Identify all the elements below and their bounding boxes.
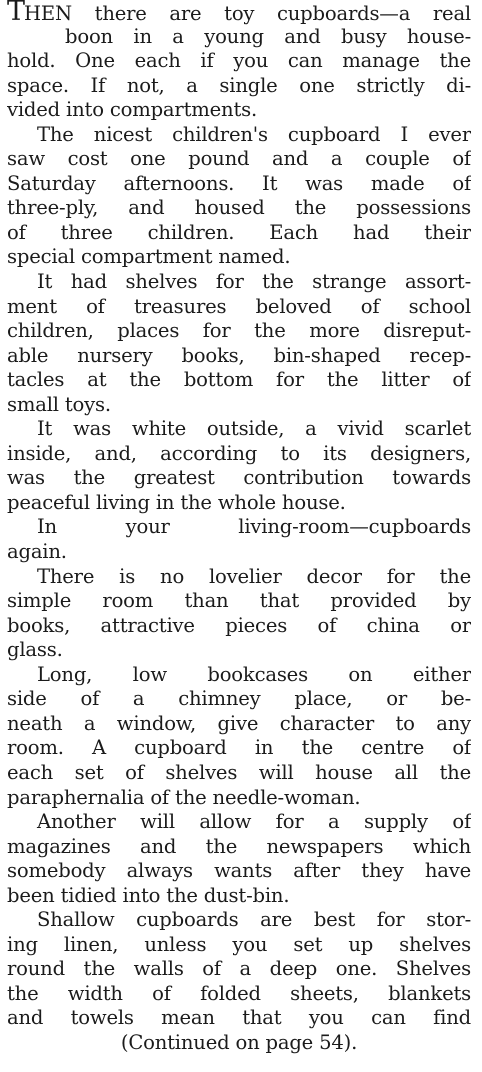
text-line: neath a window, give character to any: [7, 711, 471, 735]
text-line: somebody always wants after they have: [7, 859, 471, 883]
line-text: HEN there are toy cupboards—a real: [24, 2, 471, 25]
text-line: peaceful living in the whole house.: [7, 490, 346, 514]
text-line: Long, low bookcases on either: [37, 662, 471, 686]
text-line: glass.: [7, 638, 63, 662]
article-paragraph: [7, 565, 471, 663]
text-line: boon in a young and busy house-: [65, 24, 471, 48]
article-paragraph: [7, 515, 471, 564]
article-paragraph: [7, 123, 471, 270]
text-line: side of a chimney place, or be-: [7, 687, 471, 711]
text-line: was the greatest contribution towards: [7, 466, 471, 490]
text-line: tacles at the bottom for the litter of: [7, 368, 471, 392]
text-line: Another will allow for a supply of: [37, 810, 471, 834]
text-line: again.: [7, 540, 67, 564]
text-line: ing linen, unless you set up shelves: [7, 932, 471, 956]
text-line: [7, 0, 471, 25]
text-line: and towels mean that you can find: [7, 1006, 471, 1030]
text-line: It was white outside, a vivid scarlet: [37, 417, 471, 441]
article-column: [7, 0, 471, 1056]
text-line: magazines and the newspapers which: [7, 834, 471, 858]
text-line: children, places for the more disreput-: [7, 319, 471, 343]
text-line: books, attractive pieces of china or: [7, 613, 471, 637]
text-line: ment of treasures beloved of school: [7, 294, 471, 318]
text-line: been tidied into the dust-bin.: [7, 883, 290, 907]
text-line: vided into compartments.: [7, 98, 257, 122]
article-paragraph: [7, 663, 471, 810]
text-line: hold. One each if you can manage the: [7, 49, 471, 73]
text-line: It had shelves for the strange assort-: [37, 270, 471, 294]
text-line: room. A cupboard in the centre of: [7, 736, 471, 760]
text-line: paraphernalia of the needle-woman.: [7, 785, 361, 809]
article-paragraph: [7, 0, 471, 123]
text-line: The nicest children's cupboard I ever: [37, 122, 471, 146]
text-line: simple room than that provided by: [7, 589, 471, 613]
drop-cap: T: [7, 0, 25, 25]
text-line: (Continued on page 54).: [120, 1030, 358, 1054]
text-line: able nursery books, bin-shaped recep-: [7, 343, 471, 367]
text-line: the width of folded sheets, blankets: [7, 981, 471, 1005]
text-line: three-ply, and housed the possessions: [7, 196, 471, 220]
text-line: space. If not, a single one strictly di-: [7, 73, 471, 97]
text-line: round the walls of a deep one. Shelves: [7, 957, 471, 981]
article-paragraph: [7, 417, 471, 515]
article-paragraph: [7, 908, 471, 1055]
text-line: Saturday afternoons. It was made of: [7, 171, 471, 195]
article-paragraph: [7, 810, 471, 908]
text-line: There is no lovelier decor for the: [37, 564, 471, 588]
text-line: each set of shelves will house all the: [7, 760, 471, 784]
article-paragraph: [7, 270, 471, 417]
text-line: Shallow cupboards are best for stor-: [37, 908, 471, 932]
text-line: special compartment named.: [7, 245, 291, 269]
text-line: In your living-room—cupboards: [37, 515, 471, 539]
text-line: of three children. Each had their: [7, 220, 471, 244]
text-line: small toys.: [7, 392, 111, 416]
text-line: saw cost one pound and a couple of: [7, 147, 471, 171]
text-line: inside, and, according to its designers,: [7, 441, 471, 465]
